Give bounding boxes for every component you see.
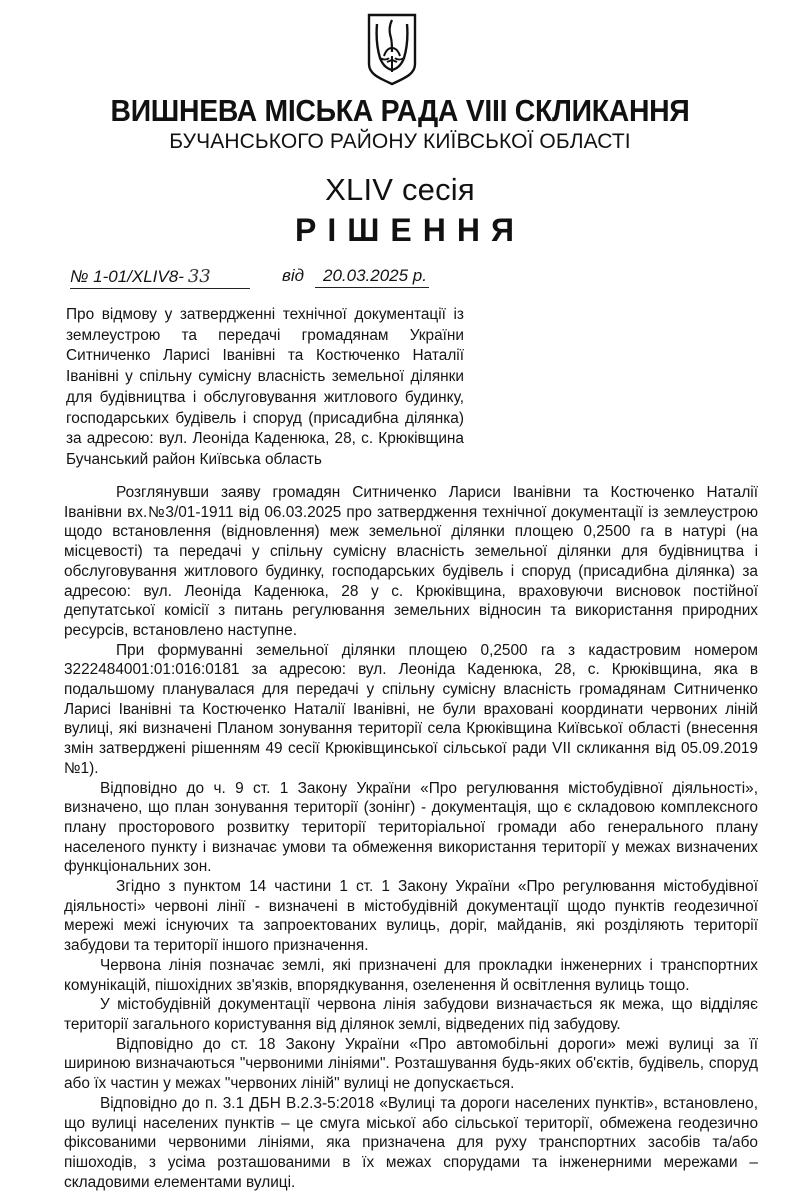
decision-date: 20.03.2025 р. bbox=[315, 266, 429, 288]
decision-subject: Про відмову у затвердженні технічної документації із землеустрою та передачі громадянам України Ситниченко Ларисі Іванівні та Костюченко Наталії Іванівні у спільну сумісну власність земельної ділянки для будівництва і обслуговування житлового будинку, господарських будівель і споруд (присадибна ділянка) за адресою: вул. Леоніда Каденюка, 28, с. Крюківщина Бучанський район Київська область bbox=[66, 306, 464, 468]
council-title: ВИШНЕВА МІСЬКА РАДА VIII СКЛИКАННЯ bbox=[110, 94, 690, 128]
paragraph-4: Згідно з пунктом 14 частини 1 ст. 1 Закону України «Про регулювання містобудівної діяльності» червоні лінії - визначені в містобудівній документації щодо пунктів геодезичної мережі межі існуючих та запроектованих вулиць, доріг, майданів, які розділяють території забудови та території іншого призначення. bbox=[64, 878, 758, 955]
paragraph-3: Відповідно до ч. 9 ст. 1 Закону України «Про регулювання містобудівної діяльності», визначено, що план зонування території (зонінг) - документація, що є складовою комплексного плану просторового розвитку території територіальної громади або генерального плану населеного пункту і визначає умови та обмеження використання території у межах визначених функціональних зон. bbox=[64, 779, 758, 876]
paragraph-1: Розглянувши заяву громадян Ситниченко Лариси Іванівни та Костюченко Наталії Іванівни вх.№3/01-1911 від 06.03.2025 про затвердження технічної документації із землеустрою щодо встановлення (відновлення) меж земельної ділянки площею 0,2500 га в натурі (на місцевості) та передачі у спільну сумісну власність земельної ділянки для будівництва і обслуговування житлового будинку, господарських будівель і споруд (присадибна ділянка) за адресою: вул. Леоніда Каденюка, 28 у с. Крюківщина, враховуючи висновок постійної депутатської комісії з питань регулювання земельних відносин та використання природних ресурсів, встановлено наступне. bbox=[64, 484, 758, 639]
ukraine-trident-icon bbox=[365, 12, 419, 86]
decision-number-handwritten: 33 bbox=[187, 266, 211, 287]
session-title: XLIV сесія bbox=[325, 172, 475, 207]
paragraph-7: Відповідно до ст. 18 Закону України «Про автомобільні дороги» межі вулиці за її шириною визначаються "червоними лініями". Розташування будь-яких об'єктів, будівель, споруд або їх частин у межах "червоних ліній" вулиці не допускається. bbox=[64, 1035, 758, 1093]
decision-number-prefix: № 1-01/XLIV8- bbox=[70, 267, 184, 286]
decision-body bbox=[64, 483, 758, 1192]
from-word: від bbox=[282, 266, 305, 285]
paragraph-8: Відповідно до п. 3.1 ДБН В.2.3-5:2018 «Вулиці та дороги населених пунктів», встановлено, що вулиці населених пунктів – це смуга міської або сільської території, обмежена геодезично фіксованими червоними лініями, яка призначена для руху транспортних засобів та/або пішоходів, з усіма розташованими в їх межах спорудами та інженерними мережами – складовими елементами вулиці. bbox=[64, 1094, 758, 1191]
paragraph-6: У містобудівній документації червона лінія забудови визначається як межа, що відділяє території загального користування від ділянок землі, відведених під забудову. bbox=[64, 996, 758, 1033]
district-subtitle: БУЧАНСЬКОГО РАЙОНУ КИЇВСЬКОЇ ОБЛАСТІ bbox=[169, 130, 631, 153]
paragraph-5: Червона лінія позначає землі, які призначені для прокладки інженерних і транспортних комунікацій, пішохідних зв'язків, впорядкування, озеленення й освітлення вулиць тощо. bbox=[64, 956, 758, 994]
decision-number-line bbox=[70, 266, 590, 290]
paragraph-2: При формуванні земельної ділянки площею 0,2500 га з кадастровим номером 3222484001:01:016:0181 за адресою: вул. Леоніда Каденюка, 28, с. Крюківщина, яка в подальшому планувалася для передачі у спільну сумісну власність громадянам Ситниченко Ларисі Іванівні та Костюченко Наталії Іванівні, не були враховані координати червоних ліній вулиці, які визначені Планом зонування території села Крюківщина Київської області (внесення змін затверджені рішенням 49 сесії Крюківщинської сільської ради VII скликання від 05.09.2019 №1). bbox=[64, 641, 758, 777]
decision-title: РІШЕННЯ bbox=[295, 212, 525, 248]
